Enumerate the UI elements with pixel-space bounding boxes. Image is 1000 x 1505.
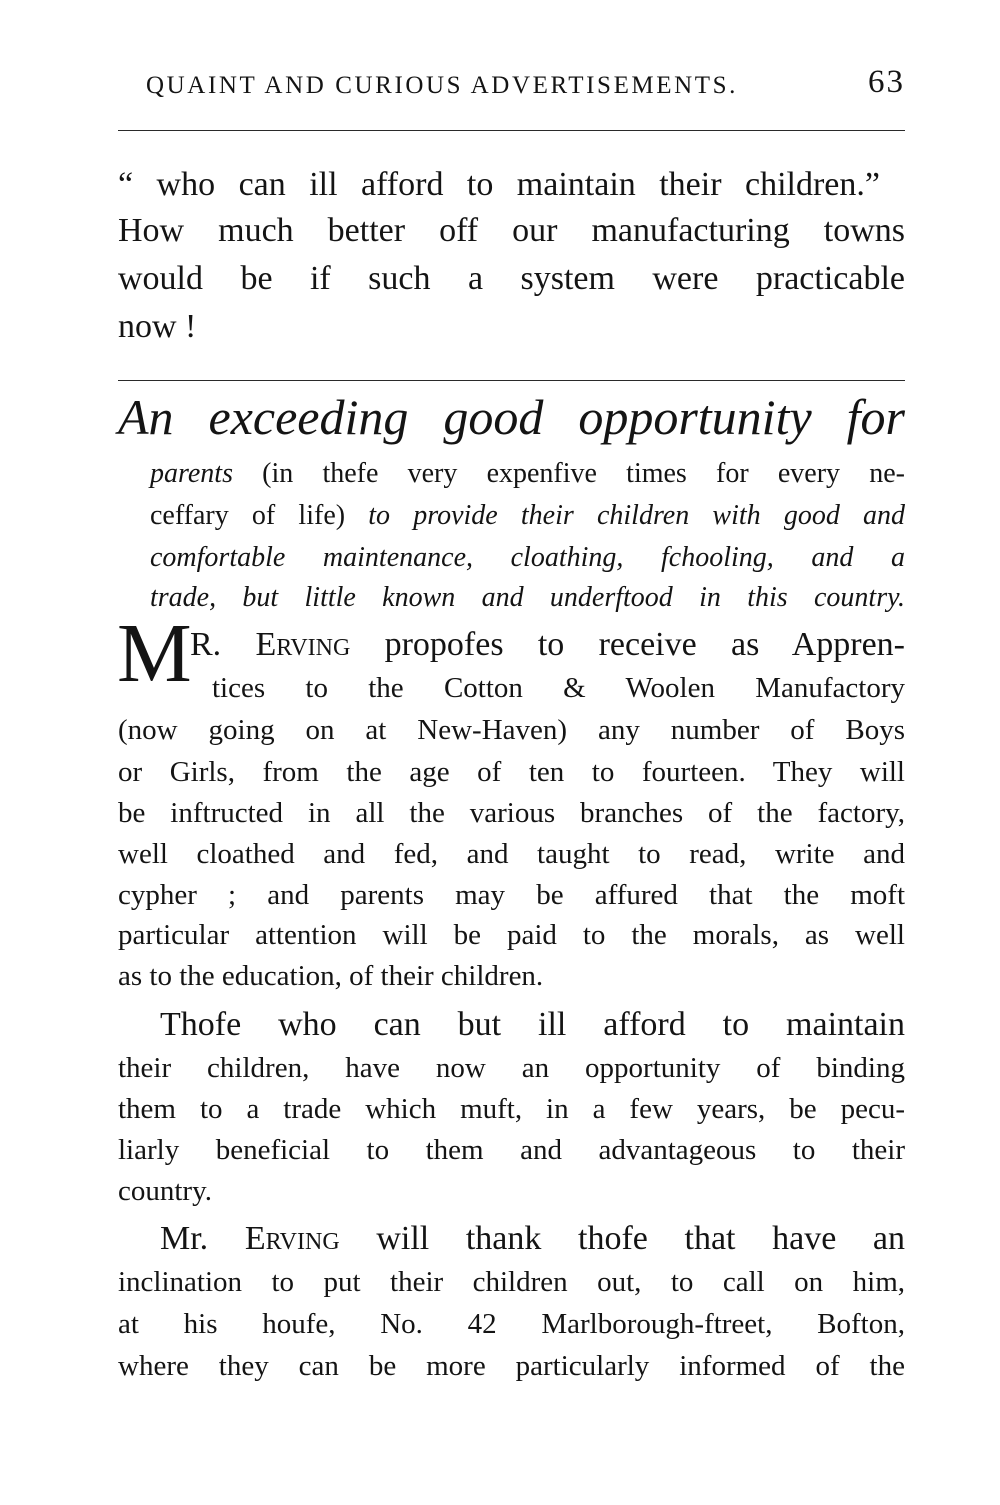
para1-line-2: tices to the Cotton & Woolen Manufactory <box>212 672 905 704</box>
section-rule <box>118 380 905 381</box>
para3-line-1-rest: will thank thofe that have an <box>376 1220 906 1257</box>
running-header-title: QUAINT AND CURIOUS ADVERTISEMENTS. <box>146 72 739 99</box>
para1-line-7: cypher ; and parents may be affured that the moft <box>118 879 905 911</box>
para3-line-1 <box>160 1222 905 1256</box>
para3-name-erving: Erving <box>244 1220 340 1257</box>
para2-line-3: them to a trade which muft, in a few years, be pecu- <box>118 1093 905 1125</box>
para1-line-1-rest: propofes to receive as Appren- <box>384 626 905 663</box>
para1-line-1 <box>190 628 905 662</box>
para1-line-5: be inftructed in all the various branches of the factory, <box>118 797 905 829</box>
subtitle-line-4: trade, but little known and underftood in this country. <box>150 582 905 613</box>
intro-line-4: now ! <box>118 308 197 345</box>
para3-line-2: inclination to put their children out, to call on him, <box>118 1266 905 1298</box>
intro-line-1: “ who can ill afford to maintain their children.” <box>118 166 880 203</box>
para2-line-2: their children, have now an opportunity of binding <box>118 1052 905 1084</box>
header-rule <box>118 130 905 131</box>
subtitle-line-3: comfortable maintenance, cloathing, fchooling, and a <box>150 542 905 573</box>
para1-line-6: well cloathed and fed, and taught to read, write and <box>118 838 905 870</box>
para1-line-1-start: R. <box>190 626 222 663</box>
para2-line-5: country. <box>118 1175 212 1207</box>
subtitle-line-1 <box>150 460 905 488</box>
subtitle-line-2-roman: ceffary of life) <box>150 500 346 531</box>
para1-line-3: (now going on at New-Haven) any number of Boys <box>118 714 905 746</box>
para1-line-9: as to the education, of their children. <box>118 960 544 992</box>
running-header <box>118 64 905 110</box>
para3-line-4: where they can be more particularly informed of the <box>118 1350 905 1382</box>
para2-line-1: Thofe who can but ill afford to maintain <box>160 1006 905 1043</box>
drop-cap: M <box>117 607 192 700</box>
subtitle-line-2 <box>150 502 905 530</box>
para1-line-8: particular attention will be paid to the morals, as well <box>118 919 905 951</box>
page-number: 63 <box>868 64 905 100</box>
subtitle-line-2-italic: to provide their children with good and <box>368 500 905 531</box>
para3-line-1-start: Mr. <box>160 1220 209 1257</box>
subtitle-line-1-rest: (in thefe very expenfive times for every ne- <box>262 458 905 489</box>
para2-line-4: liarly beneficial to them and advantageous to their <box>118 1134 905 1166</box>
advertisement-title: An exceeding good opportunity for <box>118 389 905 445</box>
para1-name-erving: Erving <box>255 626 351 663</box>
intro-line-2: How much better off our manufacturing towns <box>118 212 905 249</box>
subtitle-parents: parents <box>150 458 233 489</box>
para3-line-3: at his houfe, No. 42 Marlborough-ftreet, Bofton, <box>118 1308 905 1340</box>
para1-line-4: or Girls, from the age of ten to fourteen. They will <box>118 756 905 788</box>
intro-line-3: would be if such a system were practicable <box>118 260 905 297</box>
